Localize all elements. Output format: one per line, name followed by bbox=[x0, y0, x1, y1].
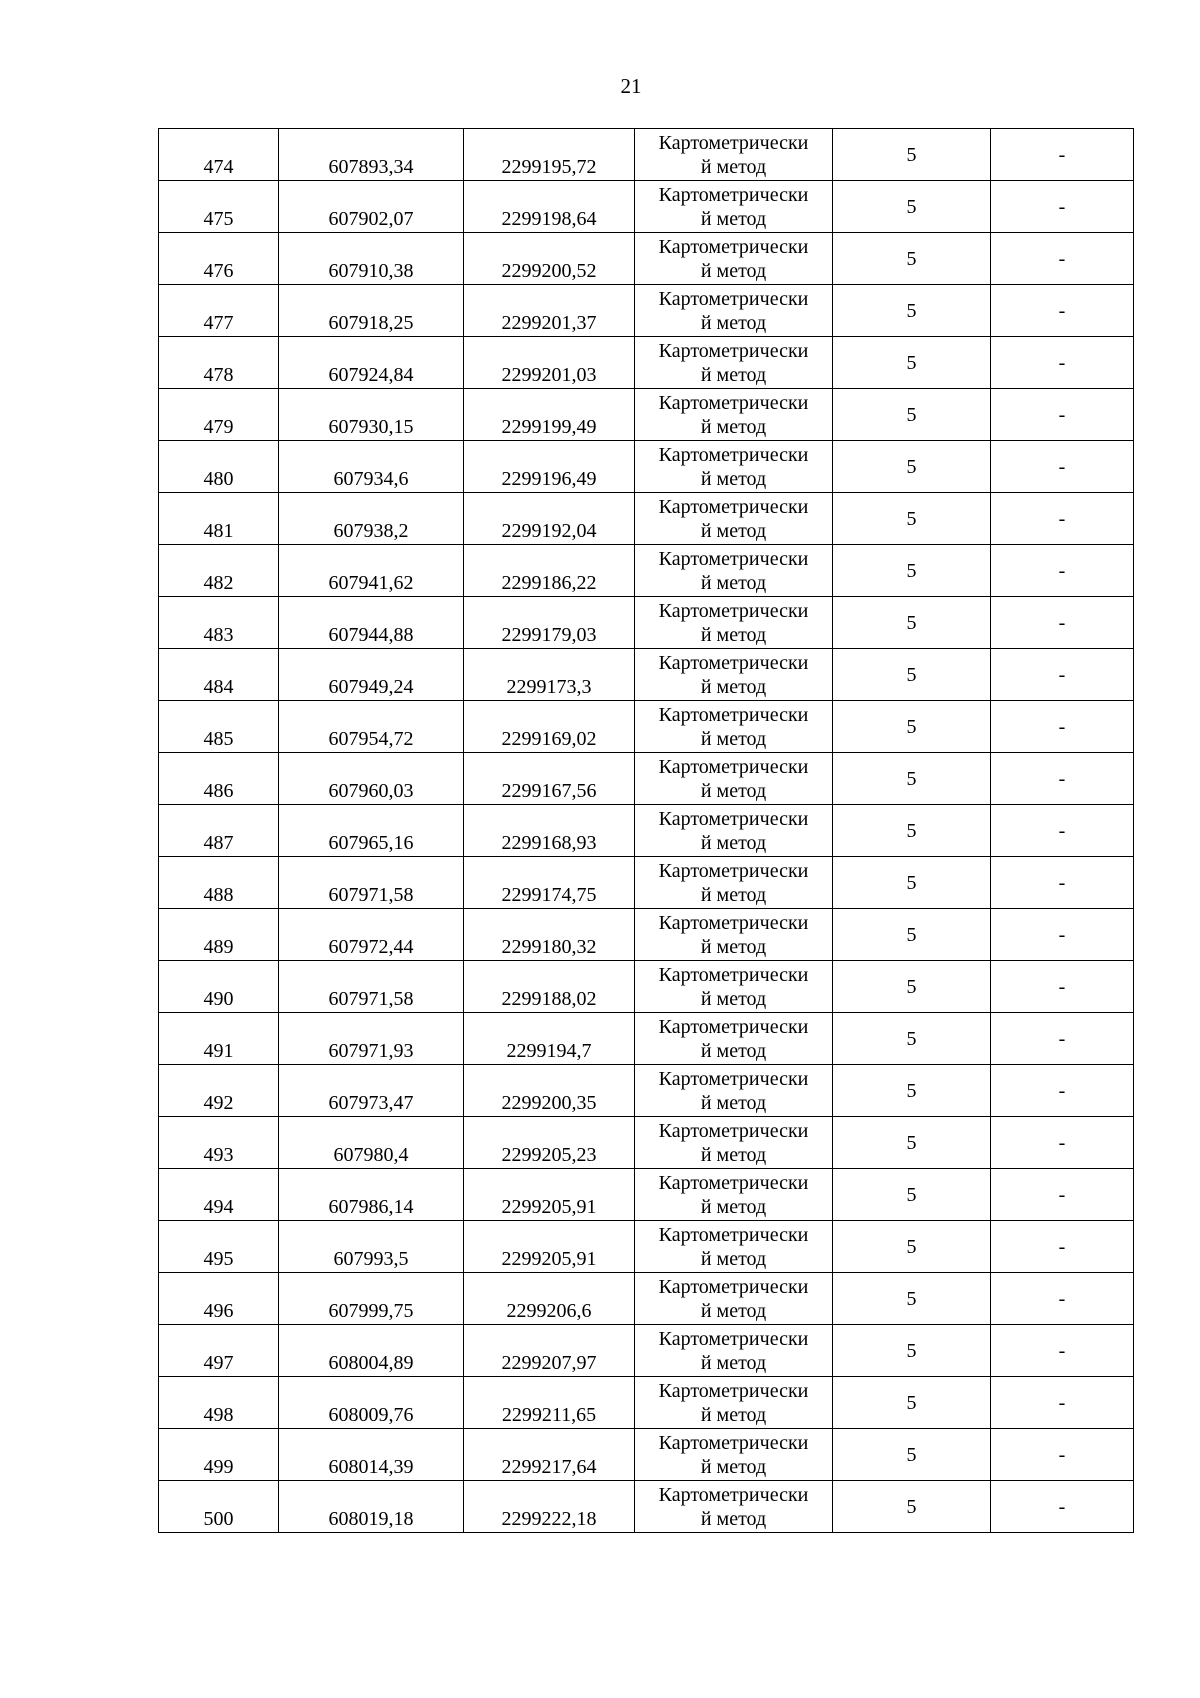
note-cell: - bbox=[991, 1065, 1134, 1117]
method-cell bbox=[635, 1117, 833, 1169]
table-row bbox=[159, 545, 1134, 597]
method-line-1: Картометрически bbox=[658, 755, 809, 778]
method-line-2: й метод bbox=[700, 207, 767, 230]
x-coordinate-cell: 607965,16 bbox=[279, 805, 464, 857]
point-number-cell: 476 bbox=[159, 233, 279, 285]
note-cell: - bbox=[991, 1169, 1134, 1221]
y-coordinate-cell: 2299192,04 bbox=[464, 493, 635, 545]
method-cell bbox=[635, 701, 833, 753]
accuracy-cell: 5 bbox=[833, 1117, 991, 1169]
x-coordinate-cell: 607986,14 bbox=[279, 1169, 464, 1221]
accuracy-cell: 5 bbox=[833, 181, 991, 233]
method-line-2: й метод bbox=[700, 831, 767, 854]
point-number-cell: 485 bbox=[159, 701, 279, 753]
y-coordinate-cell: 2299179,03 bbox=[464, 597, 635, 649]
method-line-1: Картометрически bbox=[658, 1275, 809, 1298]
method-line-2: й метод bbox=[700, 935, 767, 958]
method-line-2: й метод bbox=[700, 363, 767, 386]
accuracy-cell: 5 bbox=[833, 753, 991, 805]
method-line-1: Картометрически bbox=[658, 339, 809, 362]
method-cell bbox=[635, 1429, 833, 1481]
method-cell bbox=[635, 493, 833, 545]
method-line-2: й метод bbox=[700, 1455, 767, 1478]
method-cell bbox=[635, 389, 833, 441]
accuracy-cell: 5 bbox=[833, 961, 991, 1013]
accuracy-cell: 5 bbox=[833, 1065, 991, 1117]
point-number-cell: 497 bbox=[159, 1325, 279, 1377]
table-row bbox=[159, 181, 1134, 233]
accuracy-cell: 5 bbox=[833, 1429, 991, 1481]
point-number-cell: 487 bbox=[159, 805, 279, 857]
x-coordinate-cell: 607918,25 bbox=[279, 285, 464, 337]
point-number-cell: 498 bbox=[159, 1377, 279, 1429]
method-cell bbox=[635, 961, 833, 1013]
method-cell bbox=[635, 441, 833, 493]
table-row bbox=[159, 389, 1134, 441]
x-coordinate-cell: 607902,07 bbox=[279, 181, 464, 233]
accuracy-cell: 5 bbox=[833, 493, 991, 545]
accuracy-cell: 5 bbox=[833, 129, 991, 181]
note-cell: - bbox=[991, 1221, 1134, 1273]
note-cell: - bbox=[991, 649, 1134, 701]
x-coordinate-cell: 607934,6 bbox=[279, 441, 464, 493]
note-cell: - bbox=[991, 753, 1134, 805]
note-cell: - bbox=[991, 1377, 1134, 1429]
method-line-2: й метод bbox=[700, 1299, 767, 1322]
accuracy-cell: 5 bbox=[833, 1481, 991, 1533]
y-coordinate-cell: 2299173,3 bbox=[464, 649, 635, 701]
table-row bbox=[159, 1065, 1134, 1117]
method-line-1: Картометрически bbox=[658, 599, 809, 622]
table-row bbox=[159, 1117, 1134, 1169]
method-line-1: Картометрически bbox=[658, 391, 809, 414]
table-row bbox=[159, 441, 1134, 493]
method-line-1: Картометрически bbox=[658, 287, 809, 310]
note-cell: - bbox=[991, 1013, 1134, 1065]
method-line-2: й метод bbox=[700, 1351, 767, 1374]
table-row bbox=[159, 909, 1134, 961]
x-coordinate-cell: 607999,75 bbox=[279, 1273, 464, 1325]
y-coordinate-cell: 2299200,52 bbox=[464, 233, 635, 285]
method-cell bbox=[635, 597, 833, 649]
method-line-1: Картометрически bbox=[658, 1379, 809, 1402]
accuracy-cell: 5 bbox=[833, 649, 991, 701]
method-cell bbox=[635, 909, 833, 961]
method-cell bbox=[635, 285, 833, 337]
method-cell bbox=[635, 1273, 833, 1325]
point-number-cell: 488 bbox=[159, 857, 279, 909]
y-coordinate-cell: 2299194,7 bbox=[464, 1013, 635, 1065]
method-line-1: Картометрически bbox=[658, 547, 809, 570]
note-cell: - bbox=[991, 805, 1134, 857]
method-line-2: й метод bbox=[700, 623, 767, 646]
y-coordinate-cell: 2299188,02 bbox=[464, 961, 635, 1013]
method-line-2: й метод bbox=[700, 1247, 767, 1270]
y-coordinate-cell: 2299174,75 bbox=[464, 857, 635, 909]
note-cell: - bbox=[991, 909, 1134, 961]
point-number-cell: 482 bbox=[159, 545, 279, 597]
x-coordinate-cell: 608004,89 bbox=[279, 1325, 464, 1377]
table-row bbox=[159, 337, 1134, 389]
accuracy-cell: 5 bbox=[833, 805, 991, 857]
table-row bbox=[159, 1013, 1134, 1065]
table-row bbox=[159, 649, 1134, 701]
method-line-2: й метод bbox=[700, 1039, 767, 1062]
note-cell: - bbox=[991, 1325, 1134, 1377]
table-row bbox=[159, 1325, 1134, 1377]
method-line-2: й метод bbox=[700, 155, 767, 178]
method-line-1: Картометрически bbox=[658, 495, 809, 518]
x-coordinate-cell: 607930,15 bbox=[279, 389, 464, 441]
y-coordinate-cell: 2299201,03 bbox=[464, 337, 635, 389]
accuracy-cell: 5 bbox=[833, 1013, 991, 1065]
method-cell bbox=[635, 1065, 833, 1117]
y-coordinate-cell: 2299180,32 bbox=[464, 909, 635, 961]
x-coordinate-cell: 607910,38 bbox=[279, 233, 464, 285]
table-row bbox=[159, 1273, 1134, 1325]
table-row bbox=[159, 961, 1134, 1013]
point-number-cell: 477 bbox=[159, 285, 279, 337]
y-coordinate-cell: 2299169,02 bbox=[464, 701, 635, 753]
accuracy-cell: 5 bbox=[833, 1221, 991, 1273]
method-line-1: Картометрически bbox=[658, 131, 809, 154]
method-line-1: Картометрически bbox=[658, 911, 809, 934]
note-cell: - bbox=[991, 961, 1134, 1013]
method-cell bbox=[635, 1377, 833, 1429]
method-cell bbox=[635, 1221, 833, 1273]
y-coordinate-cell: 2299200,35 bbox=[464, 1065, 635, 1117]
method-cell bbox=[635, 129, 833, 181]
method-line-2: й метод bbox=[700, 1507, 767, 1530]
note-cell: - bbox=[991, 285, 1134, 337]
method-cell bbox=[635, 1169, 833, 1221]
method-cell bbox=[635, 1325, 833, 1377]
y-coordinate-cell: 2299205,91 bbox=[464, 1221, 635, 1273]
method-line-2: й метод bbox=[700, 779, 767, 802]
table-row bbox=[159, 233, 1134, 285]
y-coordinate-cell: 2299207,97 bbox=[464, 1325, 635, 1377]
accuracy-cell: 5 bbox=[833, 701, 991, 753]
table-row bbox=[159, 1221, 1134, 1273]
x-coordinate-cell: 607971,93 bbox=[279, 1013, 464, 1065]
note-cell: - bbox=[991, 857, 1134, 909]
x-coordinate-cell: 607893,34 bbox=[279, 129, 464, 181]
table-row bbox=[159, 805, 1134, 857]
table-row bbox=[159, 493, 1134, 545]
method-line-1: Картометрически bbox=[658, 807, 809, 830]
method-line-2: й метод bbox=[700, 259, 767, 282]
point-number-cell: 486 bbox=[159, 753, 279, 805]
accuracy-cell: 5 bbox=[833, 1325, 991, 1377]
method-line-1: Картометрически bbox=[658, 1171, 809, 1194]
table-row bbox=[159, 753, 1134, 805]
method-line-2: й метод bbox=[700, 883, 767, 906]
note-cell: - bbox=[991, 389, 1134, 441]
note-cell: - bbox=[991, 1429, 1134, 1481]
table-row bbox=[159, 285, 1134, 337]
note-cell: - bbox=[991, 181, 1134, 233]
y-coordinate-cell: 2299205,91 bbox=[464, 1169, 635, 1221]
point-number-cell: 489 bbox=[159, 909, 279, 961]
method-line-1: Картометрически bbox=[658, 1223, 809, 1246]
y-coordinate-cell: 2299168,93 bbox=[464, 805, 635, 857]
point-number-cell: 484 bbox=[159, 649, 279, 701]
x-coordinate-cell: 607924,84 bbox=[279, 337, 464, 389]
y-coordinate-cell: 2299195,72 bbox=[464, 129, 635, 181]
method-cell bbox=[635, 181, 833, 233]
x-coordinate-cell: 607960,03 bbox=[279, 753, 464, 805]
point-number-cell: 478 bbox=[159, 337, 279, 389]
method-line-1: Картометрически bbox=[658, 1431, 809, 1454]
method-line-2: й метод bbox=[700, 1403, 767, 1426]
method-line-2: й метод bbox=[700, 1143, 767, 1166]
method-line-2: й метод bbox=[700, 415, 767, 438]
point-number-cell: 481 bbox=[159, 493, 279, 545]
note-cell: - bbox=[991, 545, 1134, 597]
y-coordinate-cell: 2299167,56 bbox=[464, 753, 635, 805]
point-number-cell: 500 bbox=[159, 1481, 279, 1533]
x-coordinate-cell: 608009,76 bbox=[279, 1377, 464, 1429]
x-coordinate-cell: 607949,24 bbox=[279, 649, 464, 701]
y-coordinate-cell: 2299205,23 bbox=[464, 1117, 635, 1169]
table-row bbox=[159, 857, 1134, 909]
method-line-2: й метод bbox=[700, 675, 767, 698]
method-line-1: Картометрически bbox=[658, 443, 809, 466]
accuracy-cell: 5 bbox=[833, 337, 991, 389]
method-line-1: Картометрически bbox=[658, 1119, 809, 1142]
x-coordinate-cell: 607971,58 bbox=[279, 857, 464, 909]
method-line-2: й метод bbox=[700, 727, 767, 750]
point-number-cell: 474 bbox=[159, 129, 279, 181]
y-coordinate-cell: 2299206,6 bbox=[464, 1273, 635, 1325]
method-cell bbox=[635, 337, 833, 389]
method-line-2: й метод bbox=[700, 519, 767, 542]
accuracy-cell: 5 bbox=[833, 857, 991, 909]
method-line-1: Картометрически bbox=[658, 859, 809, 882]
method-line-1: Картометрически bbox=[658, 963, 809, 986]
point-number-cell: 494 bbox=[159, 1169, 279, 1221]
x-coordinate-cell: 607944,88 bbox=[279, 597, 464, 649]
accuracy-cell: 5 bbox=[833, 545, 991, 597]
method-cell bbox=[635, 1013, 833, 1065]
method-line-1: Картометрически bbox=[658, 235, 809, 258]
y-coordinate-cell: 2299196,49 bbox=[464, 441, 635, 493]
method-line-1: Картометрически bbox=[658, 1067, 809, 1090]
table-row bbox=[159, 129, 1134, 181]
point-number-cell: 492 bbox=[159, 1065, 279, 1117]
note-cell: - bbox=[991, 337, 1134, 389]
accuracy-cell: 5 bbox=[833, 441, 991, 493]
x-coordinate-cell: 607954,72 bbox=[279, 701, 464, 753]
y-coordinate-cell: 2299222,18 bbox=[464, 1481, 635, 1533]
note-cell: - bbox=[991, 1481, 1134, 1533]
y-coordinate-cell: 2299199,49 bbox=[464, 389, 635, 441]
point-number-cell: 493 bbox=[159, 1117, 279, 1169]
method-line-2: й метод bbox=[700, 571, 767, 594]
method-cell bbox=[635, 857, 833, 909]
method-line-1: Картометрически bbox=[658, 183, 809, 206]
note-cell: - bbox=[991, 493, 1134, 545]
table-row bbox=[159, 1377, 1134, 1429]
table-row bbox=[159, 701, 1134, 753]
accuracy-cell: 5 bbox=[833, 1273, 991, 1325]
accuracy-cell: 5 bbox=[833, 1169, 991, 1221]
table-row bbox=[159, 597, 1134, 649]
note-cell: - bbox=[991, 701, 1134, 753]
point-number-cell: 491 bbox=[159, 1013, 279, 1065]
method-line-1: Картометрически bbox=[658, 1015, 809, 1038]
note-cell: - bbox=[991, 441, 1134, 493]
note-cell: - bbox=[991, 1273, 1134, 1325]
method-cell bbox=[635, 805, 833, 857]
point-number-cell: 480 bbox=[159, 441, 279, 493]
note-cell: - bbox=[991, 597, 1134, 649]
point-number-cell: 496 bbox=[159, 1273, 279, 1325]
method-line-1: Картометрически bbox=[658, 703, 809, 726]
point-number-cell: 483 bbox=[159, 597, 279, 649]
table-row bbox=[159, 1169, 1134, 1221]
point-number-cell: 475 bbox=[159, 181, 279, 233]
note-cell: - bbox=[991, 1117, 1134, 1169]
method-line-2: й метод bbox=[700, 311, 767, 334]
coordinates-table bbox=[158, 128, 1134, 1533]
point-number-cell: 499 bbox=[159, 1429, 279, 1481]
method-line-2: й метод bbox=[700, 987, 767, 1010]
page-number: 21 bbox=[620, 74, 642, 98]
method-cell bbox=[635, 545, 833, 597]
accuracy-cell: 5 bbox=[833, 597, 991, 649]
accuracy-cell: 5 bbox=[833, 389, 991, 441]
note-cell: - bbox=[991, 129, 1134, 181]
method-line-1: Картометрически bbox=[658, 1483, 809, 1506]
table-row bbox=[159, 1429, 1134, 1481]
accuracy-cell: 5 bbox=[833, 285, 991, 337]
method-line-1: Картометрически bbox=[658, 651, 809, 674]
x-coordinate-cell: 607993,5 bbox=[279, 1221, 464, 1273]
accuracy-cell: 5 bbox=[833, 233, 991, 285]
x-coordinate-cell: 608014,39 bbox=[279, 1429, 464, 1481]
y-coordinate-cell: 2299198,64 bbox=[464, 181, 635, 233]
method-line-2: й метод bbox=[700, 1195, 767, 1218]
x-coordinate-cell: 607941,62 bbox=[279, 545, 464, 597]
method-line-2: й метод bbox=[700, 467, 767, 490]
table-row bbox=[159, 1481, 1134, 1533]
x-coordinate-cell: 607980,4 bbox=[279, 1117, 464, 1169]
point-number-cell: 479 bbox=[159, 389, 279, 441]
method-cell bbox=[635, 753, 833, 805]
method-line-2: й метод bbox=[700, 1091, 767, 1114]
x-coordinate-cell: 607972,44 bbox=[279, 909, 464, 961]
note-cell: - bbox=[991, 233, 1134, 285]
accuracy-cell: 5 bbox=[833, 1377, 991, 1429]
x-coordinate-cell: 607938,2 bbox=[279, 493, 464, 545]
y-coordinate-cell: 2299201,37 bbox=[464, 285, 635, 337]
y-coordinate-cell: 2299186,22 bbox=[464, 545, 635, 597]
y-coordinate-cell: 2299211,65 bbox=[464, 1377, 635, 1429]
method-cell bbox=[635, 649, 833, 701]
x-coordinate-cell: 607971,58 bbox=[279, 961, 464, 1013]
x-coordinate-cell: 607973,47 bbox=[279, 1065, 464, 1117]
x-coordinate-cell: 608019,18 bbox=[279, 1481, 464, 1533]
point-number-cell: 495 bbox=[159, 1221, 279, 1273]
point-number-cell: 490 bbox=[159, 961, 279, 1013]
coordinates-table-body bbox=[159, 129, 1134, 1533]
method-line-1: Картометрически bbox=[658, 1327, 809, 1350]
accuracy-cell: 5 bbox=[833, 909, 991, 961]
method-cell bbox=[635, 233, 833, 285]
y-coordinate-cell: 2299217,64 bbox=[464, 1429, 635, 1481]
method-cell bbox=[635, 1481, 833, 1533]
